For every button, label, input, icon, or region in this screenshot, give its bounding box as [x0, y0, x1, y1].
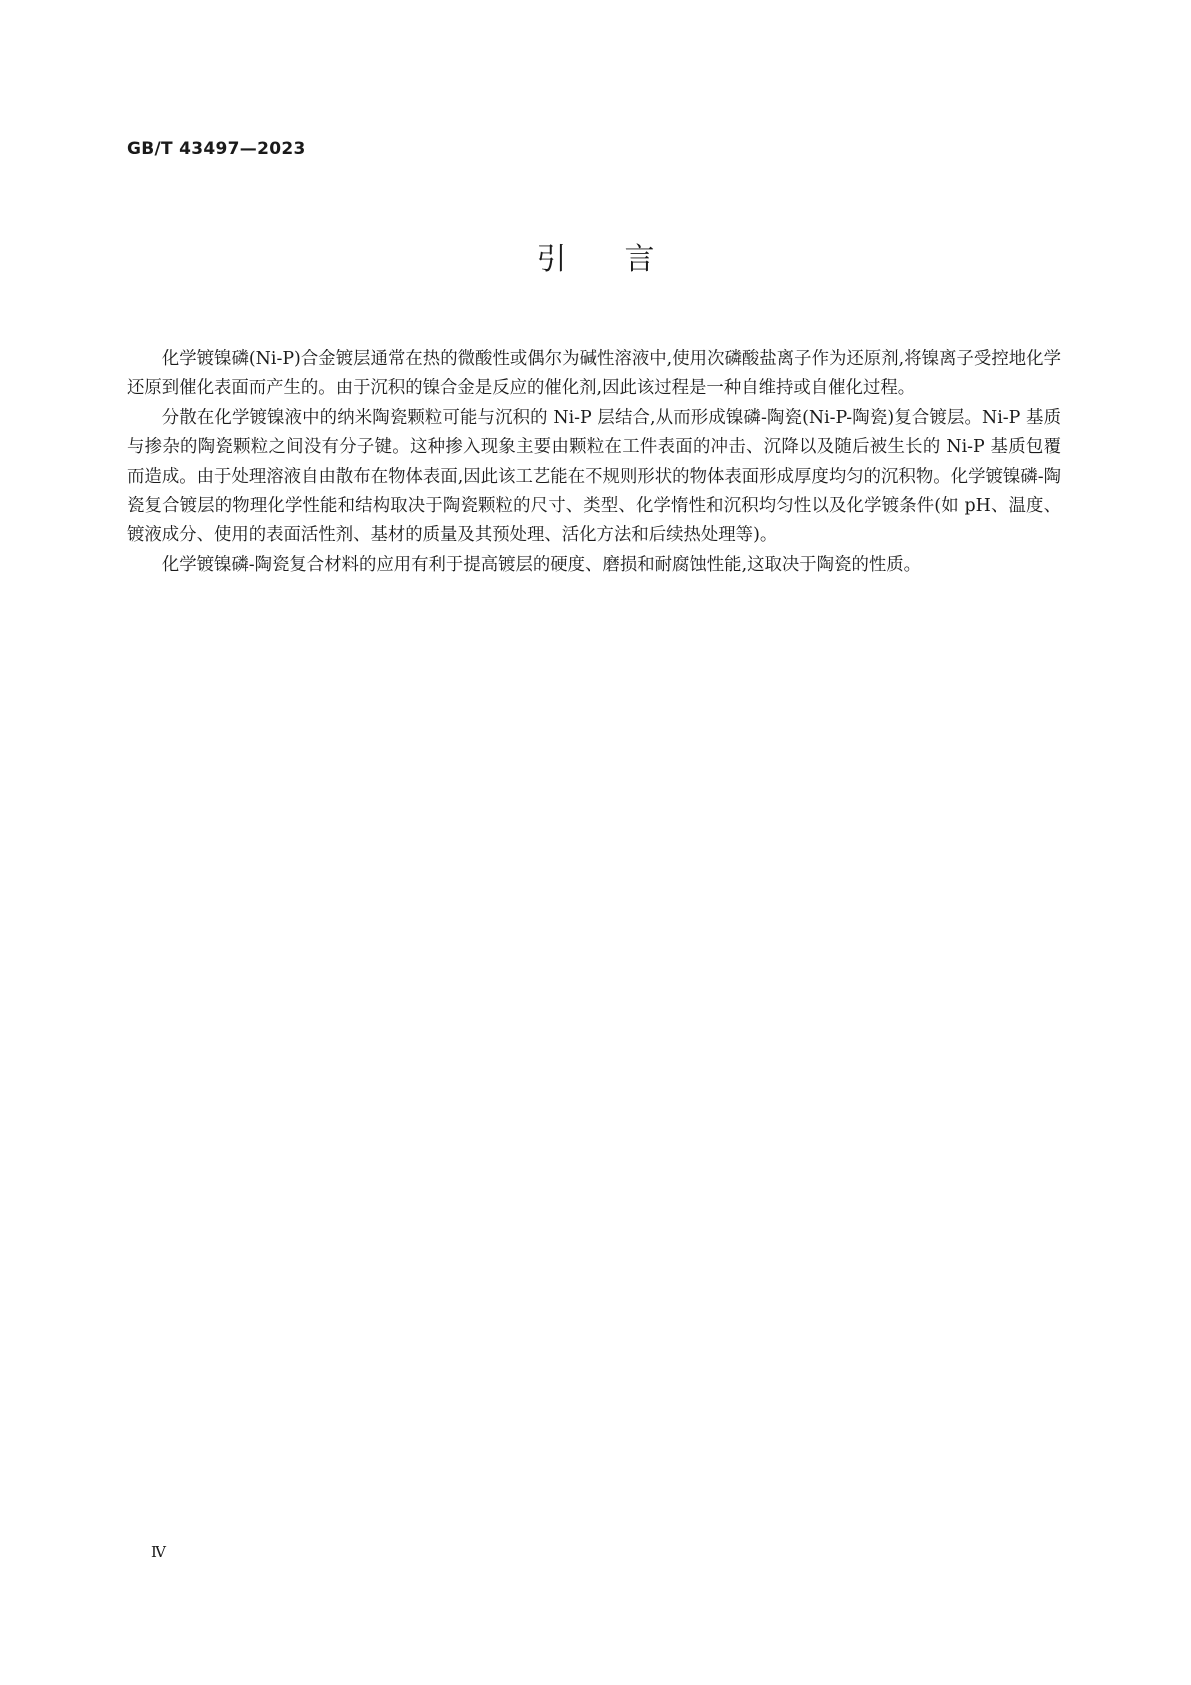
introduction-body [127, 345, 1061, 580]
page-number: Ⅳ [151, 1543, 166, 1561]
paragraph-3: 化学镀镍磷-陶瓷复合材料的应用有利于提高镀层的硬度、磨损和耐腐蚀性能,这取决于陶瓷的性质。 [161, 554, 922, 575]
standard-number: GB/T 43497—2023 [127, 139, 306, 159]
section-title: 引言 [536, 242, 713, 277]
paragraph-1: 化学镀镍磷(Ni-P)合金镀层通常在热的微酸性或偶尔为碱性溶液中,使用次磷酸盐离子作为还原剂,将镍离子受控地化学还原到催化表面而产生的。由于沉积的镍合金是反应的催化剂,因此该过程是一种自维持或自催化过程。 [127, 349, 1061, 399]
paragraph-2: 分散在化学镀镍液中的纳米陶瓷颗粒可能与沉积的 Ni-P 层结合,从而形成镍磷-陶瓷(Ni-P-陶瓷)复合镀层。Ni-P 基质与掺杂的陶瓷颗粒之间没有分子键。这种掺入现象主要由颗粒在工件表面的冲击、沉降以及随后被生长的 Ni-P 基质包覆而造成。由于处理溶液自由散布在物体表面,因此该工艺能在不规则形状的物体表面形成厚度均匀的沉积物。化学镀镍磷-陶瓷复合镀层的物理化学性能和结构取决于陶瓷颗粒的尺寸、类型、化学惰性和沉积均匀性以及化学镀条件(如 pH、温度、镀液成分、使用的表面活性剂、基材的质量及其预处理、活化方法和后续热处理等)。 [127, 407, 1061, 546]
